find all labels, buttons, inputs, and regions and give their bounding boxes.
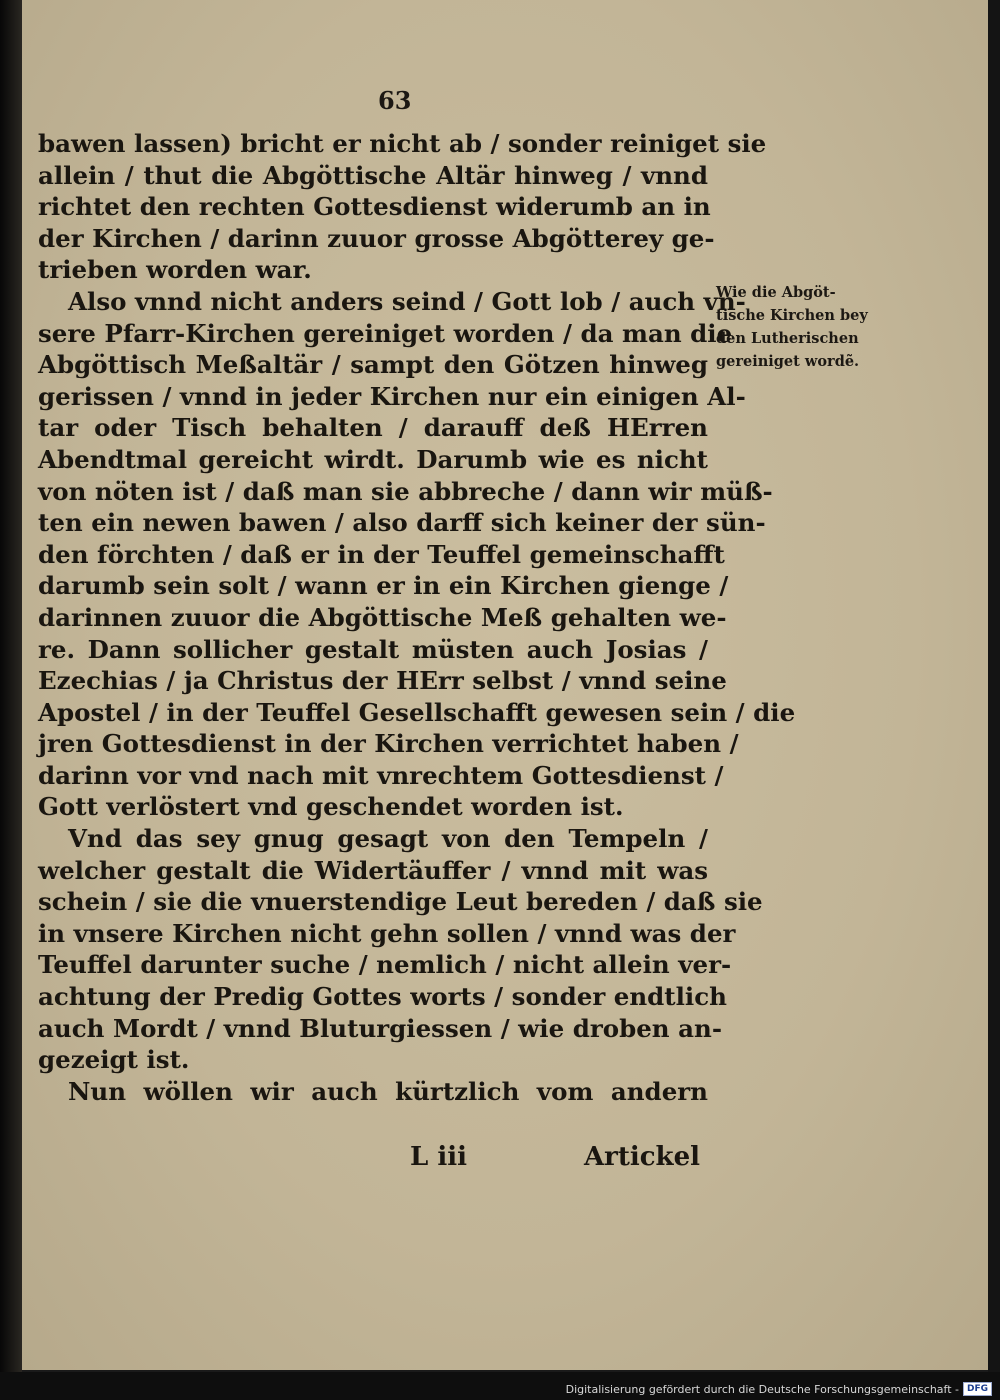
text-line: den förchten / daß er in der Teuffel gemeinschafft	[38, 539, 725, 569]
text-line: sere Pfarr-Kirchen gereiniget worden / da man die	[38, 318, 733, 348]
text-line: Gott verlöstert vnd geschendet worden ist.	[38, 792, 624, 822]
margin-note-line: den Lutherischen	[716, 330, 859, 347]
text-line: gezeigt ist.	[38, 1045, 190, 1075]
footer-credit	[566, 1382, 992, 1396]
margin-note-line: Wie die Abgöt-	[716, 284, 836, 301]
text-line: darinnen zuuor die Abgöttische Meß gehalten we-	[38, 602, 727, 632]
text-line: welcher gestalt die Widertäuffer / vnnd mit was	[38, 855, 708, 885]
text-line: in vnsere Kirchen nicht gehn sollen / vnnd was der	[38, 918, 736, 948]
text-line: achtung der Predig Gottes worts / sonder endtlich	[38, 982, 727, 1012]
text-line: von nöten ist / daß man sie abbreche / dann wir müß-	[38, 476, 773, 506]
margin-note-line: tische Kirchen bey	[716, 307, 868, 324]
text-line: trieben worden war.	[38, 255, 312, 285]
text-line: ten ein newen bawen / also darff sich keiner der sün-	[38, 508, 766, 538]
catchword: Artickel	[583, 1142, 700, 1172]
text-line: darinn vor vnd nach mit vnrechtem Gottesdienst /	[38, 760, 724, 790]
text-line: gerissen / vnnd in jeder Kirchen nur ein einigen Al-	[38, 381, 746, 411]
text-line: der Kirchen / darinn zuuor grosse Abgötterey ge-	[38, 223, 715, 253]
text-line: Also vnnd nicht anders seind / Gott lob / auch vn-	[68, 286, 746, 316]
text-line: bawen lassen) bricht er nicht ab / sonder reiniget sie	[38, 129, 767, 158]
text-line: richtet den rechten Gottesdienst widerumb an in	[38, 192, 711, 222]
text-line: tar oder Tisch behalten / darauff deß HErren	[38, 413, 708, 443]
margin-note	[716, 281, 876, 373]
margin-note-line: gereiniget wordẽ.	[716, 353, 860, 370]
text-line: Nun wöllen wir auch kürtzlich vom andern	[68, 1076, 708, 1106]
text-line: auch Mordt / vnnd Bluturgiessen / wie droben an-	[38, 1013, 722, 1043]
text-line: Ezechias / ja Christus der HErr selbst / vnnd seine	[38, 666, 727, 696]
dfg-logo: DFG	[963, 1382, 992, 1396]
text-line: Abgöttisch Meßaltär / sampt den Götzen hinweg	[38, 350, 708, 380]
signature-mark: L iii	[410, 1142, 467, 1172]
binding-gutter	[0, 0, 22, 1372]
text-line: Apostel / in der Teuffel Gesellschafft gewesen sein / die	[38, 697, 796, 727]
page-number: 63	[378, 86, 412, 115]
text-line: darumb sein solt / wann er in ein Kirchen gienge /	[38, 571, 729, 601]
text-line: allein / thut die Abgöttische Altär hinweg / vnnd	[38, 160, 708, 190]
signature-line	[410, 1139, 700, 1175]
page-edge	[988, 0, 1000, 1372]
footer-text: Digitalisierung gefördert durch die Deutsche Forschungsgemeinschaft -	[565, 1382, 959, 1396]
text-line: Teuffel darunter suche / nemlich / nicht allein ver-	[38, 950, 732, 980]
text-line: Vnd das sey gnug gesagt von den Tempeln /	[68, 824, 708, 854]
text-line: Abendtmal gereicht wirdt. Darumb wie es nicht	[38, 444, 708, 474]
text-line: schein / sie die vnuerstendige Leut bereden / daß sie	[38, 887, 763, 917]
text-line: jren Gottesdienst in der Kirchen verrichtet haben /	[38, 729, 739, 759]
text-line: re. Dann sollicher gestalt müsten auch Josias /	[38, 634, 708, 664]
